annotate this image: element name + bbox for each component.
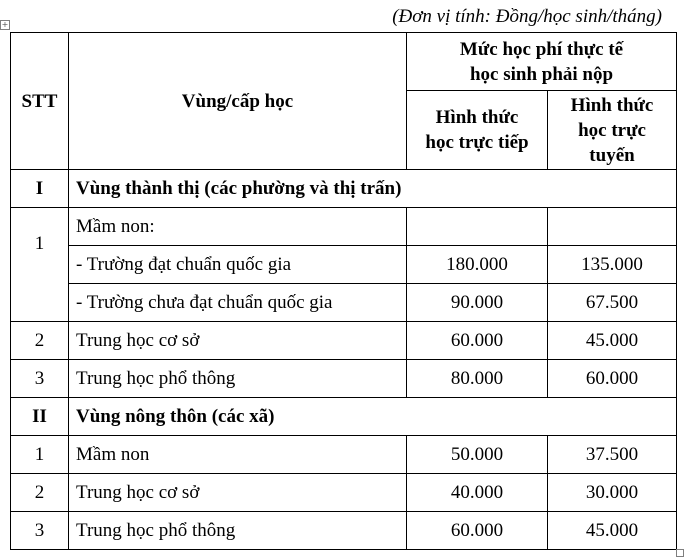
table-row (11, 284, 677, 322)
row-direct-fee: 80.000 (407, 360, 548, 398)
section-title: Vùng thành thị (các phường và thị trấn) (69, 170, 677, 208)
row-name: Trung học cơ sở (69, 322, 407, 360)
row-direct-fee: 60.000 (407, 322, 548, 360)
table-resize-handle-icon[interactable] (676, 549, 684, 557)
row-direct-fee: 90.000 (407, 284, 548, 322)
row-name: Trung học cơ sở (69, 474, 407, 512)
row-online-fee: 37.500 (548, 436, 677, 474)
header-fee-group-line1: Mức học phí thực tế (459, 38, 624, 60)
section-stt: I (11, 170, 69, 208)
row-online-fee (548, 208, 677, 246)
row-direct-fee: 180.000 (407, 246, 548, 284)
section-row-urban (11, 170, 677, 208)
section-row-rural (11, 398, 677, 436)
row-name: - Trường chưa đạt chuẩn quốc gia (69, 284, 407, 322)
row-name: Mầm non (69, 436, 407, 474)
header-online-line2: học trực (578, 119, 646, 141)
header-direct (407, 91, 548, 170)
tuition-fee-table (10, 32, 677, 550)
row-name: Trung học phổ thông (69, 360, 407, 398)
table-row (11, 208, 677, 246)
table-row (11, 360, 677, 398)
header-direct-line2: học trực tiếp (425, 132, 529, 153)
row-stt: 2 (11, 322, 69, 360)
row-direct-fee (407, 208, 548, 246)
row-stt: 3 (11, 512, 69, 550)
row-online-fee: 67.500 (548, 284, 677, 322)
table-row (11, 322, 677, 360)
unit-note: (Đơn vị tính: Đồng/học sinh/tháng) (392, 6, 662, 27)
row-name: - Trường đạt chuẩn quốc gia (69, 246, 407, 284)
table-row (11, 246, 677, 284)
header-fee-group-line2: học sinh phải nộp (469, 63, 614, 85)
header-online-line3: tuyến (589, 144, 635, 166)
row-stt: 1 (11, 436, 69, 474)
table-move-handle-icon[interactable]: + (1, 20, 9, 29)
table-row (11, 512, 677, 550)
row-online-fee: 30.000 (548, 474, 677, 512)
section-stt: II (11, 398, 69, 436)
header-online-line1: Hình thức (570, 94, 654, 116)
row-stt: 3 (11, 360, 69, 398)
row-online-fee: 45.000 (548, 512, 677, 550)
row-name: Trung học phổ thông (69, 512, 407, 550)
row-name: Mầm non: (69, 208, 407, 246)
row-online-fee: 135.000 (548, 246, 677, 284)
table-row (11, 474, 677, 512)
row-direct-fee: 60.000 (407, 512, 548, 550)
section-title: Vùng nông thôn (các xã) (69, 398, 677, 436)
header-online (548, 91, 677, 170)
header-row-1 (11, 33, 677, 91)
header-direct-line1: Hình thức (435, 107, 519, 128)
header-level: Vùng/cấp học (69, 33, 407, 170)
row-online-fee: 60.000 (548, 360, 677, 398)
row-online-fee: 45.000 (548, 322, 677, 360)
table-row (11, 436, 677, 474)
row-direct-fee: 50.000 (407, 436, 548, 474)
header-stt: STT (11, 33, 69, 170)
row-direct-fee: 40.000 (407, 474, 548, 512)
row-stt: 2 (11, 474, 69, 512)
header-fee-group (407, 33, 677, 91)
row-stt: 1 (11, 208, 69, 322)
